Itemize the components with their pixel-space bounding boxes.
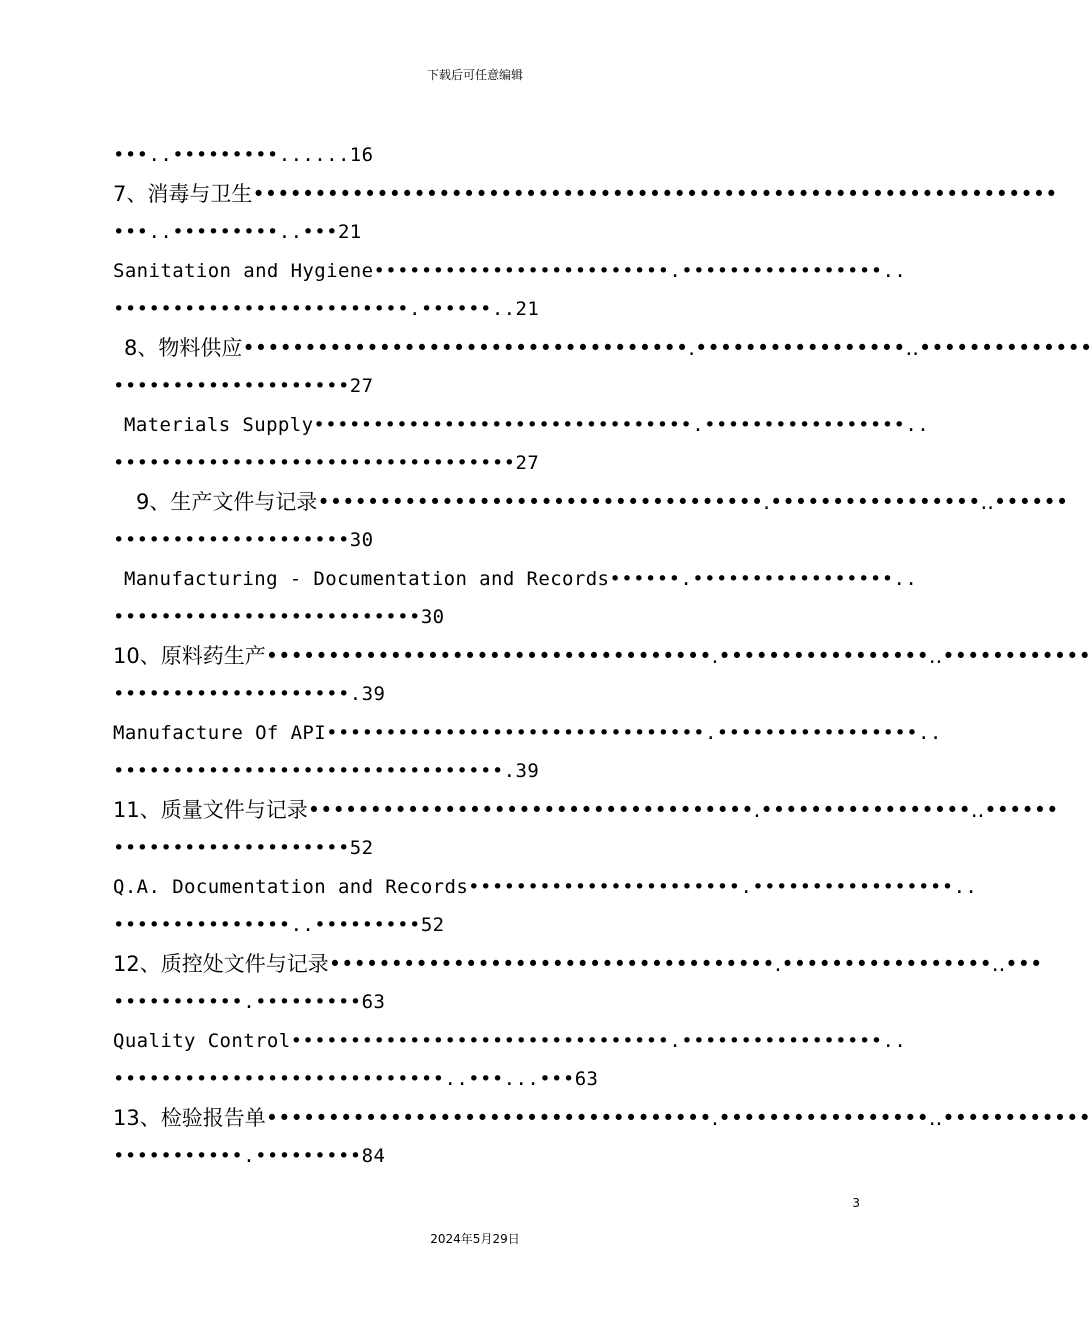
toc-entry-12: 12、质控处文件与记录••••••••••••••••••••••••••••••••••••.•••••••••••••••••..••• xyxy=(113,951,1043,976)
toc-line: ••••••••••••••••••••••••••••..•••...•••63 xyxy=(113,1068,599,1090)
toc-line: ••••••••••••••••••••52 xyxy=(113,837,374,859)
toc-entry-13: 13、检验报告单••••••••••••••••••••••••••••••••••••.•••••••••••••••••..•••••••••••• xyxy=(113,1105,1091,1130)
toc-entry-materials-supply: Materials Supply••••••••••••••••••••••••••••••••.•••••••••••••••••.. xyxy=(124,413,930,436)
toc-line: •••••••••••••••••••••••••.••••••..21 xyxy=(113,298,540,320)
toc-line: •••••••••••••••..•••••••••52 xyxy=(113,914,445,936)
toc-entry-manufacture-of-api: Manufacture Of API••••••••••••••••••••••••••••••••.•••••••••••••••••.. xyxy=(113,721,942,744)
toc-line: ••••••••••••••••••••27 xyxy=(113,375,374,397)
toc-line: •••..•••••••••......16 xyxy=(113,144,374,166)
toc-line: ••••••••••••••••••••30 xyxy=(113,529,374,551)
toc-line: •••••••••••.•••••••••84 xyxy=(113,1145,386,1167)
toc-line: •••..•••••••••..•••21 xyxy=(113,221,362,243)
toc-line: •••••••••••••••••••••••••••••••••.39 xyxy=(113,760,540,782)
page-footer-date: 2024年5月29日 xyxy=(430,1232,520,1246)
toc-entry-10: 10、原料药生产••••••••••••••••••••••••••••••••••••.•••••••••••••••••..•••••••••••• xyxy=(113,643,1091,668)
toc-line: ••••••••••••••••••••••••••••••••••27 xyxy=(113,452,540,474)
page-header: 下载后可任意编辑 xyxy=(426,68,523,82)
table-of-contents xyxy=(113,136,1092,1176)
toc-entry-9: 9、生产文件与记录••••••••••••••••••••••••••••••••••••.•••••••••••••••••..•••••• xyxy=(136,489,1069,514)
page-number: 3 xyxy=(852,1196,860,1210)
toc-entry-7: 7、消毒与卫生••••••••••••••••••••••••••••••••••••••••••••••••••••••••••••••••• xyxy=(113,181,1058,206)
toc-line: ••••••••••••••••••••.39 xyxy=(113,683,386,705)
toc-entry-quality-control: Quality Control••••••••••••••••••••••••••••••••.•••••••••••••••••.. xyxy=(113,1029,907,1052)
toc-entry-8: 8、物料供应••••••••••••••••••••••••••••••••••••.•••••••••••••••••..•••••••••••••• xyxy=(124,335,1092,360)
toc-entry-manufacturing-documentation: Manufacturing - Documentation and Records••••••.•••••••••••••••••.. xyxy=(124,567,918,590)
toc-line: ••••••••••••••••••••••••••30 xyxy=(113,606,445,628)
toc-entry-qa-documentation: Q.A. Documentation and Records•••••••••••••••••••••••.•••••••••••••••••.. xyxy=(113,875,978,898)
toc-entry-sanitation: Sanitation and Hygiene•••••••••••••••••••••••••.•••••••••••••••••.. xyxy=(113,259,907,282)
toc-entry-11: 11、质量文件与记录••••••••••••••••••••••••••••••••••••.•••••••••••••••••..•••••• xyxy=(113,797,1059,822)
toc-line: •••••••••••.•••••••••63 xyxy=(113,991,386,1013)
